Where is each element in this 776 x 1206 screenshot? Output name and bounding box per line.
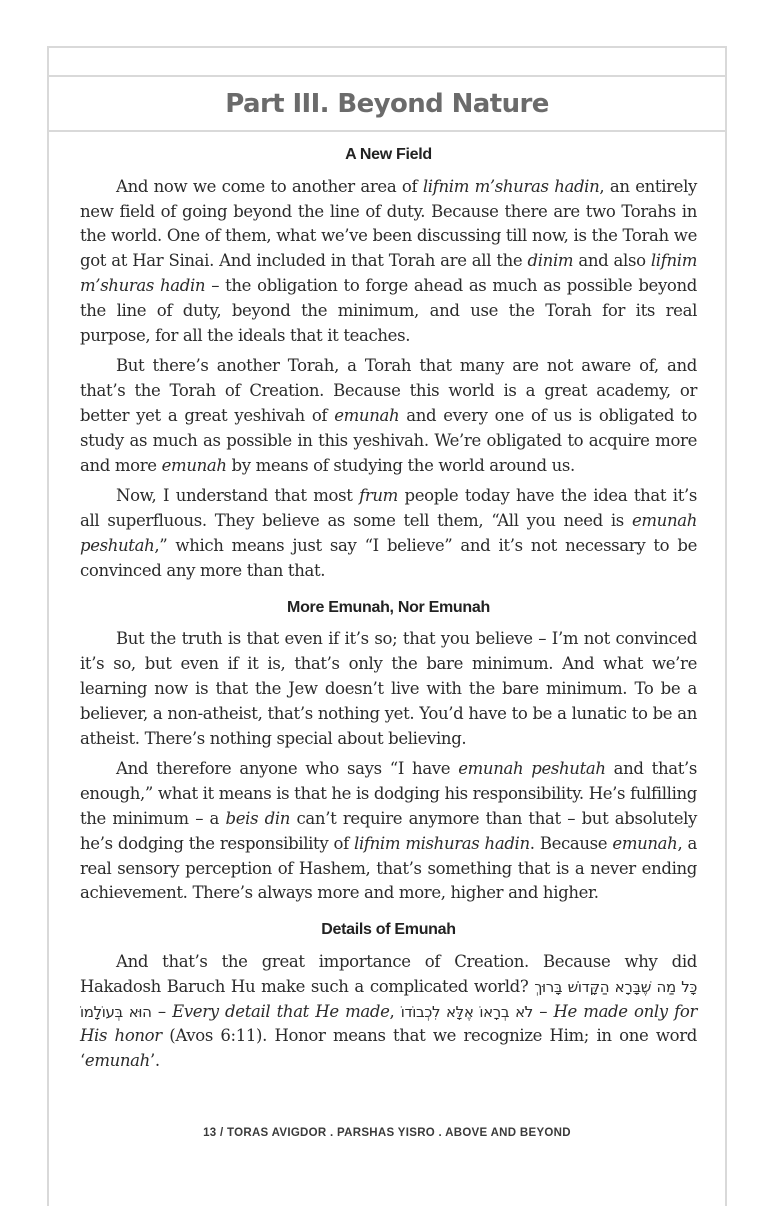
- section-a-new-field: [80, 143, 697, 584]
- section-heading: A New Field: [345, 146, 432, 163]
- text-run: ,: [389, 1001, 401, 1021]
- page-footer: 13 / TORAS AVIGDOR . PARSHAS YISRO . ABOVE AND BEYOND: [203, 1127, 571, 1139]
- text-run: can’t require anymore than that – but absolutely he’s dodging the responsibility of: [80, 808, 698, 853]
- text-run: –: [151, 1001, 173, 1021]
- text-run: and also: [573, 251, 651, 271]
- text-run: –: [532, 1001, 554, 1021]
- italic-term: emunah: [612, 833, 678, 853]
- text-run: , a real sensory perception of Hashem, that’s something that is a never ending achievement. There’s always more and more, higher and higher.: [80, 833, 698, 903]
- text-run: But the truth is that even if it’s so; that you believe – I’m not convinced it’s so, but even if it is, that’s only the bare minimum. And what we’re learning now is that the Jew doesn’t live with the bare minimum. To be a believer, a non-atheist, that’s nothing yet. You’d have to be a lunatic to be an atheist. There’s nothing special about believing.: [80, 629, 697, 748]
- paragraph: [80, 950, 697, 1074]
- hebrew-quote: לֹא בְרָאוֹ אֶלָּא לִכְבוֹדוֹ: [400, 1002, 533, 1021]
- part-title: Part III. Beyond Nature: [225, 88, 549, 119]
- text-run: by means of studying the world around us.: [226, 455, 575, 475]
- text-run: ’.: [149, 1051, 160, 1071]
- italic-term: beis din: [225, 808, 291, 828]
- text-run: Now, I understand that most: [116, 486, 360, 506]
- italic-term: emunah peshutah: [80, 511, 697, 555]
- paragraph: [80, 175, 697, 349]
- italic-term: lifnim mishuras hadin: [354, 833, 530, 853]
- hebrew-quote: כָּל מַה שֶׁבָּרָא הַקָּדוֹשׁ בָּרוּךְ הוּא בְּעוֹלָמוֹ: [80, 977, 697, 1021]
- text-run: and every one of us is obligated to study as much as possible in this yeshivah. We’re obligated to acquire more and more: [80, 405, 697, 475]
- text-run: And therefore anyone who says “I have: [116, 759, 459, 779]
- paragraph: [80, 354, 697, 478]
- title-band: [47, 75, 727, 132]
- text-run: ,” which means just say “I believe” and it’s not necessary to be convinced any more than that.: [80, 535, 697, 580]
- italic-term: emunah peshutah: [458, 759, 606, 779]
- text-run: But there’s another Torah, a Torah that many are not aware of, and that’s the Torah of Creation. Because this world is a great academy, or better yet a great yeshivah of: [80, 356, 697, 425]
- text-run: And that’s the great importance of Creation. Because why did Hakadosh Baruch Hu make such a complicated world?: [80, 951, 697, 996]
- paragraph: [80, 757, 697, 906]
- section-heading: More Emunah, Nor Emunah: [287, 598, 490, 616]
- italic-term: lifnim m’shuras hadin: [422, 176, 600, 196]
- section-details-of-emunah: [80, 918, 697, 1074]
- paragraph: [80, 627, 697, 751]
- text-run: , an entirely new field of going beyond the line of duty. Because there are two Torahs in the world. One of them, what we’ve been discussing till now, is the Torah we got at Har Sinai. And included in that Torah are all the: [80, 176, 697, 271]
- italic-term: emunah: [84, 1051, 150, 1071]
- italic-term: He made only for His honor: [80, 1001, 697, 1046]
- text-run: . Because: [529, 833, 613, 853]
- italic-term: lifnim m’shuras hadin: [80, 251, 697, 295]
- text-run: and that’s enough,” what it means is that he is dodging his responsibility. He’s fulfilling the minimum – a: [80, 759, 697, 828]
- section-more-emunah: [80, 596, 697, 907]
- italic-term: frum: [359, 486, 398, 506]
- article-body: [80, 143, 697, 1080]
- italic-term: emunah: [161, 455, 227, 475]
- text-run: And now we come to another area of: [116, 176, 423, 196]
- paragraph: [80, 484, 697, 583]
- text-run: people today have the idea that it’s all superfluous. They believe as some tell them, “All you need is: [80, 486, 697, 531]
- text-run: (Avos 6:11). Honor means that we recognize Him; in one word ‘: [80, 1026, 697, 1071]
- italic-term: dinim: [527, 251, 574, 271]
- text-run: – the obligation to forge ahead as much as possible beyond the line of duty, beyond the minimum, and use the Torah for its real purpose, for all the ideals that it teaches.: [80, 275, 697, 345]
- italic-term: emunah: [334, 405, 400, 425]
- section-heading: Details of Emunah: [321, 921, 456, 939]
- italic-term: Every detail that He made: [172, 1001, 390, 1021]
